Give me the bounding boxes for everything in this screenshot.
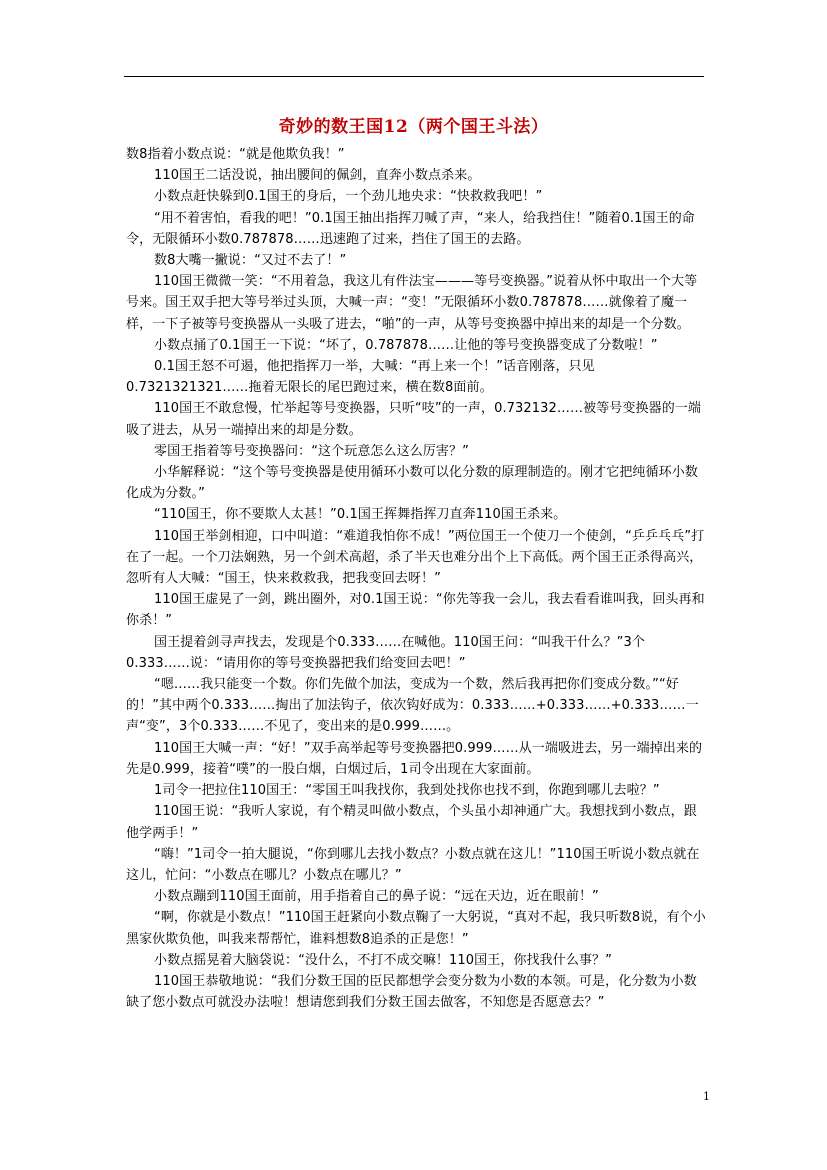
paragraph: 110国王虚晃了一剑，跳出圈外，对0.1国王说：“你先等我一会儿，我去看看谁叫我，回头再和你杀！” bbox=[126, 592, 705, 629]
page-number: 1 bbox=[703, 1090, 710, 1103]
paragraph: “啊，你就是小数点！”110国王赶紧向小数点鞠了一大躬说，“真对不起，我只听数8说，有个小黑家伙欺负他，叫我来帮帮忙，谁料想数8追杀的正是您！” bbox=[126, 910, 706, 947]
paragraph: 110国王二话没说，抽出腰间的佩剑，直奔小数点杀来。 bbox=[154, 168, 481, 184]
paragraph: 110国王不敢怠慢，忙举起等号变换器，只听“吱”的一声，0.732132……被等号变换器的一端吸了进去，从另一端掉出来的却是分数。 bbox=[126, 401, 702, 438]
paragraph: 小数点捅了0.1国王一下说：“坏了，0.787878……让他的等号变换器变成了分数啦！” bbox=[154, 337, 658, 353]
header-rule bbox=[124, 76, 704, 77]
paragraph: 零国王指着等号变换器问：“这个玩意怎么这么厉害？” bbox=[154, 443, 469, 459]
paragraph: 小数点摇晃着大脑袋说：“没什么，不打不成交嘛！110国王，你找我什么事？” bbox=[154, 952, 612, 968]
paragraph: 1司令一把拉住110国王：“零国王叫我找你，我到处找你也找不到，你跑到哪儿去啦？” bbox=[154, 783, 660, 799]
paragraph: “用不着害怕，看我的吧！”0.1国王抽出指挥刀喊了声，“来人，给我挡住！”随着0.1国王的命令，无限循环小数0.787878……迅速跑了过来，挡住了国王的去路。 bbox=[126, 210, 695, 247]
paragraph: 小数点蹦到110国王面前，用手指着自己的鼻子说：“远在天边，近在眼前！” bbox=[154, 889, 599, 905]
paragraph: “110国王，你不要欺人太甚！”0.1国王挥舞指挥刀直奔110国王杀来。 bbox=[154, 507, 567, 523]
paragraph: 国王提着剑寻声找去，发现是个0.333……在喊他。110国王问：“叫我干什么？”3个0.333……说：“请用你的等号变换器把我们给变回去吧！” bbox=[126, 634, 645, 671]
paragraph: 0.1国王怒不可遏，他把指挥刀一举，大喊：“再上来一个！”话音刚落，只见0.7321321321……拖着无限长的尾巴跑过来，横在数8面前。 bbox=[126, 359, 595, 396]
paragraph: 110国王举剑相迎，口中叫道：“难道我怕你不成！”两位国王一个使刀一个使剑，“乒乒乓乓”打在了一起。一个刀法娴熟，另一个剑术高超，杀了半天也难分出个上下高低。两个国王正杀得高兴，忽听有人大喊：“国王，快来救救我，把我变回去呀！” bbox=[126, 528, 705, 587]
paragraph: “嗨！”1司令一拍大腿说，“你到哪儿去找小数点？小数点就在这儿！”110国王听说小数点就在这儿，忙问：“小数点在哪儿？小数点在哪儿？” bbox=[126, 846, 700, 883]
paragraph: 数8大嘴一撇说：“又过不去了！” bbox=[154, 253, 347, 269]
paragraph: 110国王说：“我听人家说，有个精灵叫做小数点，个头虽小却神通广大。我想找到小数点，跟他学两手！” bbox=[126, 804, 697, 841]
paragraph: 小数点赶快躲到0.1国王的身后，一个劲儿地央求：“快救救我吧！” bbox=[154, 189, 543, 205]
paragraph: 110国王微微一笑：“不用着急，我这儿有件法宝———等号变换器。”说着从怀中取出一个大等号来。国王双手把大等号举过头顶，大喊一声：“变！”无限循环小数0.787878……就像着了魔一样，一下子被等号变换器从一头吸了进去，“啪”的一声，从等号变换器中掉出来的却是一个分数。 bbox=[126, 274, 698, 332]
paragraph: 110国王大喊一声：“好！”双手高举起等号变换器把0.999……从一端吸进去，另一端掉出来的先是0.999，接着“噗”的一股白烟，白烟过后，1司令出现在大家面前。 bbox=[126, 740, 703, 777]
story-body bbox=[126, 144, 708, 1013]
paragraph: “嗯……我只能变一个数。你们先做个加法，变成为一个数，然后我再把你们变成分数。”“好的！”其中两个0.333……掏出了加法钩子，依次钩好成为：0.333……+0.333……+0.333……一声“变”，3个0.333……不见了，变出来的是0.999……。 bbox=[126, 677, 699, 735]
page-title: 奇妙的数王国12（两个国王斗法） bbox=[278, 117, 549, 137]
paragraph: 数8指着小数点说：“就是他欺负我！” bbox=[126, 147, 345, 162]
paragraph: 110国王恭敬地说：“我们分数王国的臣民都想学会变分数为小数的本领。可是，化分数为小数缺了您小数点可就没办法啦！想请您到我们分数王国去做客，不知您是否愿意去？” bbox=[126, 973, 697, 1011]
paragraph: 小华解释说：“这个等号变换器是使用循环小数可以化分数的原理制造的。刚才它把纯循环小数化成为分数。” bbox=[126, 465, 698, 502]
